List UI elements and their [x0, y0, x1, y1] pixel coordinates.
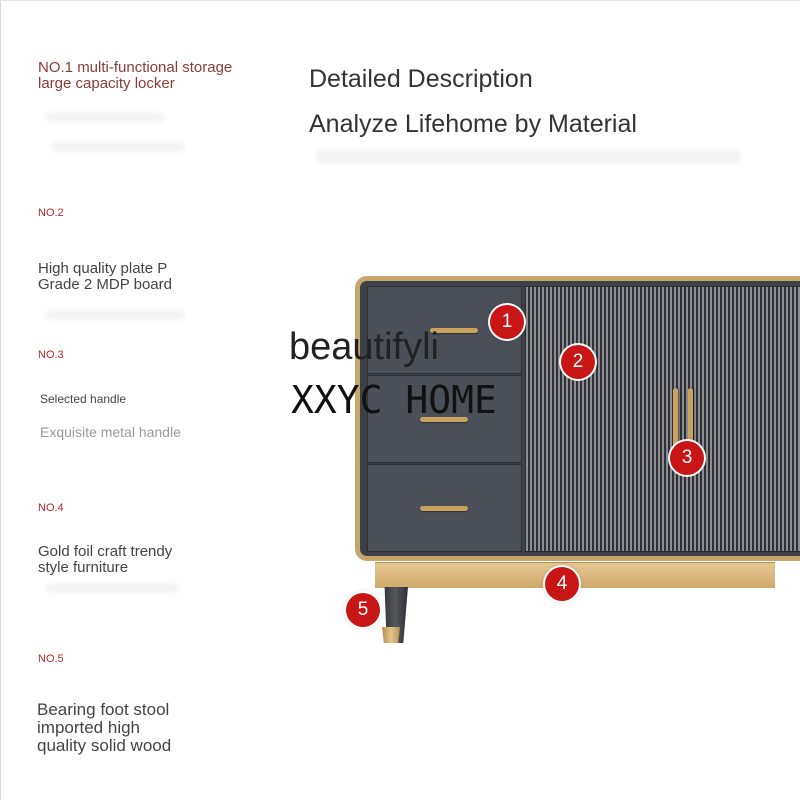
feature-3-number: NO.3: [38, 349, 64, 361]
leg-gold-cap: [382, 627, 400, 643]
ghost-text: [45, 583, 180, 593]
marker-3: 3: [670, 441, 704, 475]
top-border-line: [0, 0, 800, 1]
feature-2-line-2: Grade 2 MDP board: [38, 276, 172, 293]
ghost-text: [45, 112, 165, 122]
marker-1: 1: [490, 305, 524, 339]
feature-2-line-1: High quality plate P: [38, 260, 168, 277]
ghost-text: [45, 310, 185, 320]
brand-watermark-line-1: beautifyli: [289, 326, 439, 368]
feature-1-number: NO.1: [38, 59, 74, 76]
feature-3-line-2: Exquisite metal handle: [40, 424, 181, 440]
feature-5-line-3: quality solid wood: [37, 736, 172, 755]
page-subtitle: Analyze Lifehome by Material: [309, 110, 637, 138]
feature-5-line-2: imported high: [37, 718, 141, 737]
page-title: Detailed Description: [309, 65, 533, 93]
marker-4: 4: [545, 567, 579, 601]
feature-4: [38, 544, 172, 576]
feature-1-line-1: multi-functional storage: [77, 59, 233, 76]
left-border-line: [0, 0, 1, 800]
feature-1: [38, 60, 232, 92]
feature-5-line-1: Bearing foot stool: [37, 700, 170, 719]
drawer-handle: [420, 506, 468, 511]
brand-watermark-line-2: XXYC HOME: [291, 378, 497, 422]
feature-1-line-2: large capacity locker: [38, 75, 175, 92]
marker-5: 5: [346, 593, 380, 627]
feature-5-number: NO.5: [38, 653, 64, 665]
feature-2: [38, 261, 172, 293]
feature-4-line-2: style furniture: [38, 559, 129, 576]
ghost-text: [316, 150, 741, 164]
drawer-bottom: [367, 464, 522, 552]
cabinet-door-left: [525, 286, 685, 552]
marker-2: 2: [561, 345, 595, 379]
feature-4-line-1: Gold foil craft trendy: [38, 543, 173, 560]
cabinet-door-right: [685, 286, 800, 552]
ghost-text: [50, 142, 185, 152]
feature-3-line-1: Selected handle: [40, 392, 127, 406]
feature-2-number: NO.2: [38, 207, 64, 219]
feature-5: [37, 701, 171, 755]
feature-4-number: NO.4: [38, 502, 64, 514]
